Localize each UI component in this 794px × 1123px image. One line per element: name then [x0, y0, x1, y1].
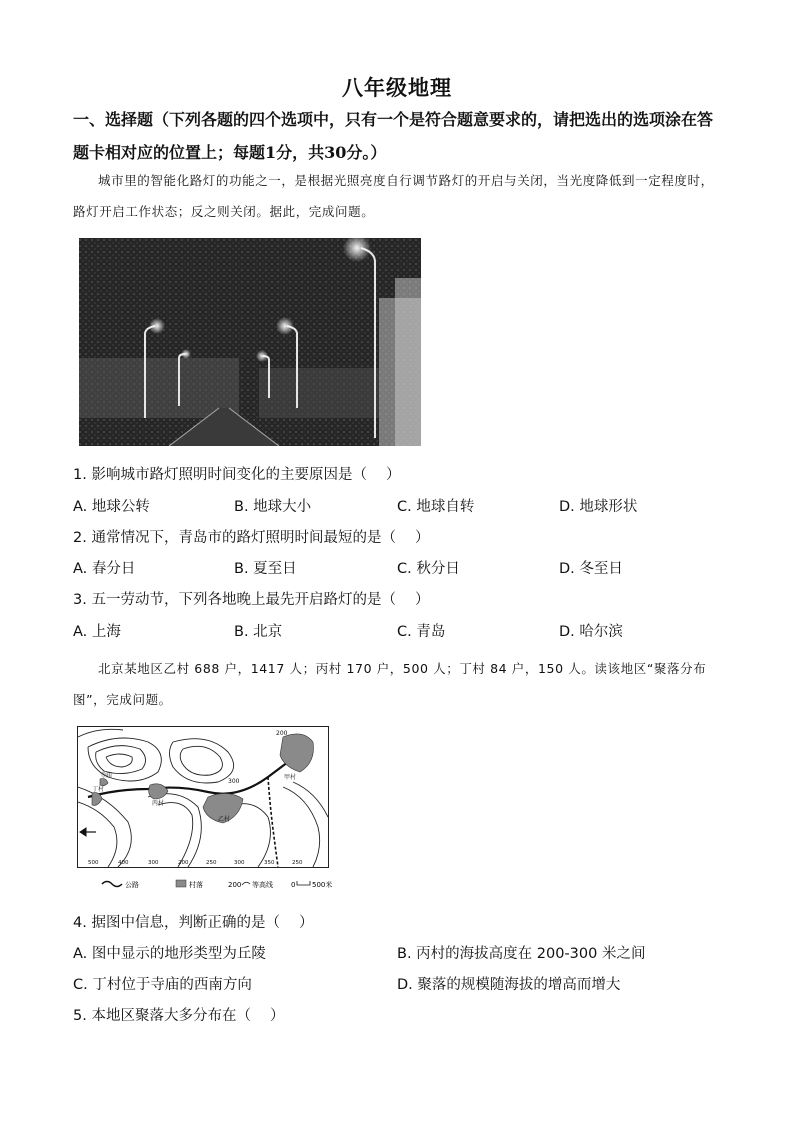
- q1-option-b[interactable]: B. 地球大小: [234, 499, 312, 515]
- q2-option-d[interactable]: D. 冬至日: [559, 561, 623, 577]
- settlement-map: [77, 726, 329, 868]
- question-4: 4. 据图中信息，判断正确的是（ ）: [73, 915, 314, 931]
- passage-streetlight: 城市里的智能化路灯的功能之一，是根据光照亮度自行调节路灯的开启与关闭，当光度降低到一定程度时，路灯开启工作状态；反之则关闭。据此，完成问题。: [73, 173, 714, 219]
- q2-option-c[interactable]: C. 秋分日: [397, 561, 460, 577]
- north-arrow-icon: [80, 828, 96, 836]
- question-1: 1. 影响城市路灯照明时间变化的主要原因是（ ）: [73, 467, 401, 483]
- q3-option-c[interactable]: C. 青岛: [397, 624, 446, 640]
- map-axis-label: 300: [234, 860, 245, 866]
- q4-option-c[interactable]: C. 丁村位于寺庙的西南方向: [73, 977, 252, 993]
- map-axis-label: 250: [292, 860, 303, 866]
- map-axis-label: 200: [178, 860, 189, 866]
- legend-contour-value: 200: [228, 881, 242, 889]
- map-axis-label: 300: [148, 860, 159, 866]
- map-label-yi: 乙村: [218, 816, 231, 823]
- section-heading-line1: 一、选择题（下列各题的四个选项中，只有一个是符合题意要求的，请把选出的选项涂在答: [73, 110, 714, 129]
- question-3: 3. 五一劳动节，下列各地晚上最先开启路灯的是（ ）: [73, 592, 430, 608]
- map-legend: [100, 876, 340, 892]
- q3-option-d[interactable]: D. 哈尔滨: [559, 624, 623, 640]
- q4-option-d[interactable]: D. 聚落的规模随海拔的增高而增大: [397, 977, 621, 993]
- q1-option-a[interactable]: A. 地球公转: [73, 499, 150, 515]
- question-2: 2. 通常情况下，青岛市的路灯照明时间最短的是（ ）: [73, 530, 430, 546]
- question-5: 5. 本地区聚落大多分布在（ ）: [73, 1008, 285, 1024]
- legend-scale: 500米: [312, 881, 333, 889]
- q2-option-b[interactable]: B. 夏至日: [234, 561, 297, 577]
- map-label-bing: 丙村: [152, 800, 165, 807]
- section-heading-line2: 题卡相对应的位置上；每题1分，共30分。）: [73, 143, 387, 162]
- q1-option-d[interactable]: D. 地球形状: [559, 499, 638, 515]
- page-title: 八年级地理: [342, 75, 452, 100]
- contour-legend-icon: [242, 882, 250, 885]
- map-axis-label: 500: [88, 860, 99, 866]
- q4-option-b[interactable]: B. 丙村的海拔高度在 200-300 米之间: [397, 946, 646, 962]
- contour-map: [78, 727, 328, 867]
- streetlight-photo-image: [79, 238, 421, 446]
- legend-road: 公路: [125, 881, 139, 889]
- q2-option-a[interactable]: A. 春分日: [73, 561, 136, 577]
- passage-settlement: 北京某地区乙村 688 户，1417 人；丙村 170 户，500 人；丁村 84 户，150 人。读该地区“聚落分布图”，完成问题。: [73, 661, 707, 707]
- road-legend-icon: [102, 882, 122, 887]
- scale-bar-icon: [297, 881, 310, 885]
- q1-option-c[interactable]: C. 地球自转: [397, 499, 475, 515]
- map-label-ding: 丁村: [92, 786, 105, 793]
- legend-contour: 等高线: [252, 881, 273, 889]
- map-axis-label: 250: [206, 860, 217, 866]
- section-heading: [73, 103, 723, 169]
- legend-scale-zero: 0: [291, 881, 296, 889]
- map-axis-label: 350: [264, 860, 275, 866]
- legend-village: 村落: [189, 881, 203, 889]
- map-label-contour-300: 300: [228, 778, 240, 785]
- q3-option-b[interactable]: B. 北京: [234, 624, 283, 640]
- map-axis-label: 400: [118, 860, 129, 866]
- q3-option-a[interactable]: A. 上海: [73, 624, 121, 640]
- map-label-temple: 寺庙: [100, 772, 113, 779]
- map-label-jia: 甲村: [284, 774, 297, 781]
- map-label-contour-200: 200: [276, 730, 288, 737]
- map-legend-graphic: [100, 876, 340, 892]
- q4-option-a[interactable]: A. 图中显示的地形类型为丘陵: [73, 946, 266, 962]
- streetlight-photo: [79, 238, 421, 446]
- village-legend-icon: [176, 880, 186, 887]
